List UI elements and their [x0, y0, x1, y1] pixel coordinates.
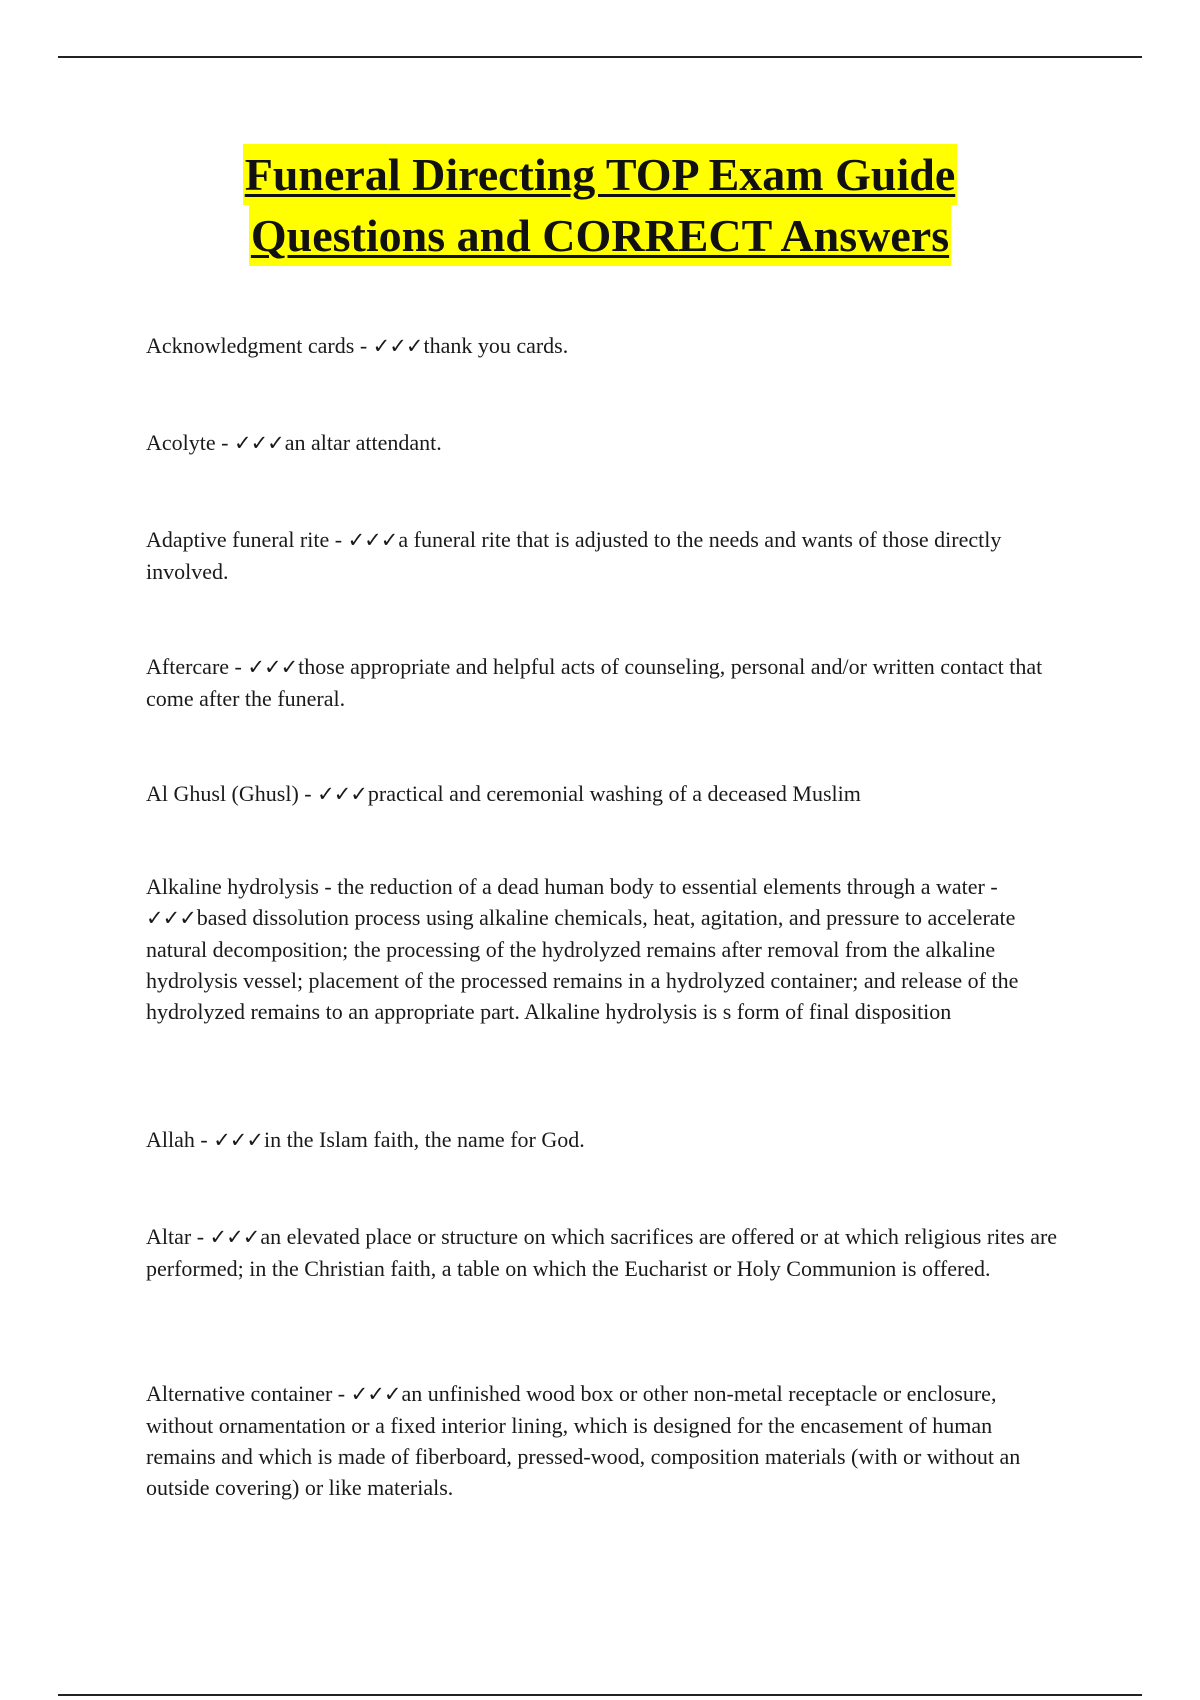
checkmark-icon: ✓✓✓	[213, 1128, 263, 1152]
entry-definition: based dissolution process using alkaline chemicals, heat, agitation, and pressure to accelerate natural decomposition; the processing of the hydrolyzed remains after removal from the alkaline hydrolysis vessel; placement of the processed remains in a hydrolyzed container; and release of the hydrolyzed remains to an appropriate part. Alkaline hydrolysis is s form of final disposition	[146, 905, 1019, 1024]
page-title	[0, 144, 1200, 266]
checkmark-icon: ✓✓✓	[317, 782, 367, 806]
checkmark-icon: ✓✓✓	[347, 528, 398, 552]
glossary-entry	[146, 330, 1066, 362]
checkmark-icon: ✓✓✓	[146, 906, 196, 930]
entry-definition: a funeral rite that is adjusted to the needs and wants of those directly involved.	[146, 527, 1002, 584]
glossary-entry	[146, 524, 1066, 587]
glossary-entry	[146, 427, 1066, 459]
checkmark-icon: ✓✓✓	[233, 431, 284, 455]
glossary-entry	[146, 1124, 1066, 1156]
glossary-entry	[146, 778, 1066, 810]
checkmark-icon: ✓✓✓	[247, 655, 298, 679]
glossary-entry	[146, 871, 1066, 1027]
glossary-entry	[146, 1221, 1066, 1284]
entry-term: Adaptive funeral rite -	[146, 527, 348, 552]
entry-definition: in the Islam faith, the name for God.	[264, 1127, 585, 1152]
glossary-entry	[146, 1378, 1066, 1503]
checkmark-icon: ✓✓✓	[209, 1225, 260, 1249]
checkmark-icon: ✓✓✓	[372, 334, 423, 358]
entry-definition: practical and ceremonial washing of a deceased Muslim	[367, 781, 861, 806]
title-line-1: Funeral Directing TOP Exam Guide	[243, 144, 957, 205]
entry-term: Alkaline hydrolysis - the reduction of a dead human body to essential elements through a water -	[146, 874, 998, 899]
entry-term: Aftercare -	[146, 654, 248, 679]
entry-term: Acknowledgment cards -	[146, 333, 373, 358]
entry-term: Al Ghusl (Ghusl) -	[146, 781, 318, 806]
entry-term: Acolyte -	[146, 430, 234, 455]
footer-rule	[58, 1694, 1142, 1696]
title-line-2: Questions and CORRECT Answers	[249, 205, 951, 266]
checkmark-icon: ✓✓✓	[350, 1382, 401, 1406]
entry-term: Alternative container -	[146, 1381, 351, 1406]
entry-definition: an altar attendant.	[284, 430, 442, 455]
entry-term: Altar -	[146, 1224, 210, 1249]
entry-definition: an unfinished wood box or other non-metal receptacle or enclosure, without ornamentation or a fixed interior lining, which is designed for the encasement of human remains and which is made of fiberboard, pressed-wood, composition materials (with or without an outside covering) or like materials.	[146, 1381, 1021, 1500]
header-rule	[58, 56, 1142, 58]
entry-definition: an elevated place or structure on which sacrifices are offered or at which religious rites are performed; in the Christian faith, a table on which the Eucharist or Holy Communion is offered.	[146, 1224, 1058, 1281]
entry-definition: those appropriate and helpful acts of counseling, personal and/or written contact that come after the funeral.	[146, 654, 1043, 711]
entry-definition: thank you cards.	[423, 333, 569, 358]
entry-term: Allah -	[146, 1127, 214, 1152]
glossary-entry	[146, 651, 1066, 714]
